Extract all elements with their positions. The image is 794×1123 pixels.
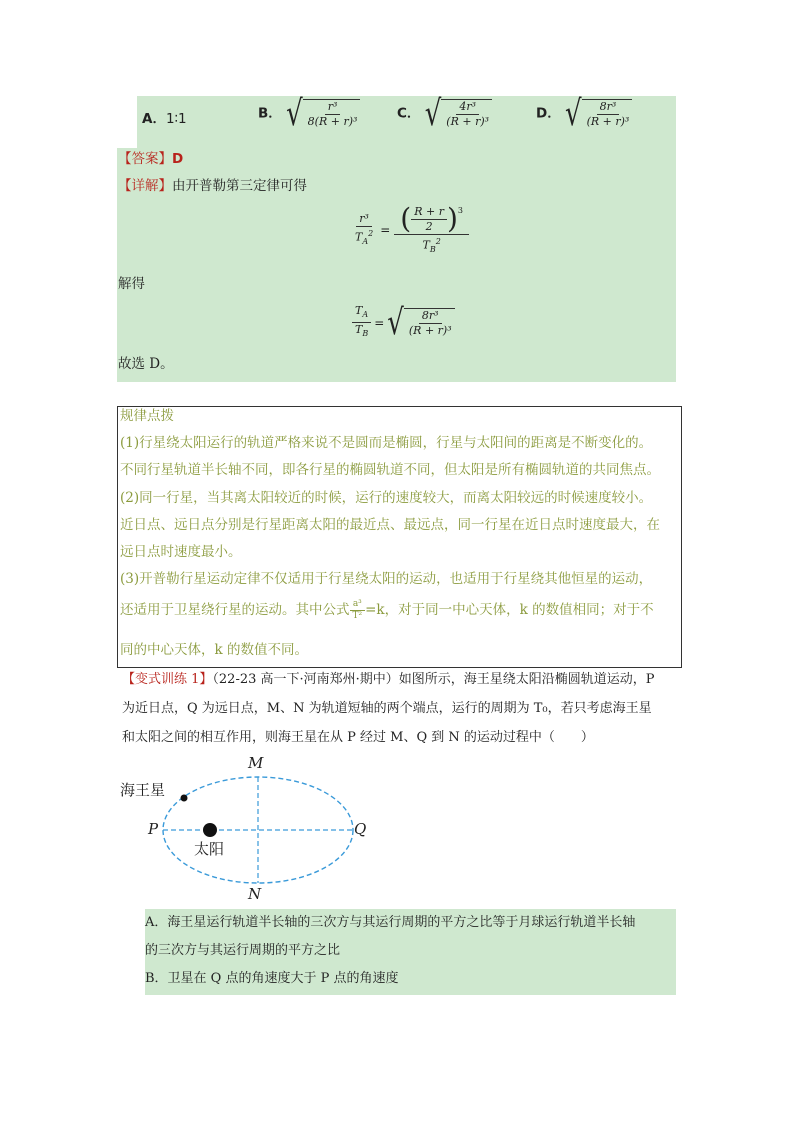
answer-line <box>118 146 183 172</box>
option-c-letter: C． <box>397 105 421 122</box>
planet-dot <box>181 795 188 802</box>
formula2-lhs-num-main: T <box>355 304 363 317</box>
formula2-sqrt: √ $\frac{\text{8r³}}{\text{(R + r)³}}$ <box>387 308 454 338</box>
detail-tag: 【详解】 <box>118 178 172 194</box>
formula2-lhs-den-main: T <box>355 323 363 337</box>
exercise-line1-text: （22-23 高一下·河南郑州·期中）如图所示，海王星绕太阳沿椭圆轨道运动，P <box>212 672 655 687</box>
formula1-lhs <box>352 212 376 249</box>
rules-p3b <box>120 597 654 624</box>
formula1-rhs-den-sub: B <box>429 244 436 254</box>
formula-period-ratio <box>352 304 455 341</box>
option-d-num: 8r³ <box>597 100 620 115</box>
option-a <box>142 106 187 132</box>
rules-p2c: 远日点时速度最小。 <box>120 544 242 560</box>
exercise-line3: 和太阳之间的相互作用，则海王星在从 P 经过 M、Q 到 N 的运动过程中（ ） <box>122 730 594 745</box>
label-p: P <box>148 820 159 838</box>
rules-p1a: (1)行星绕太阳运行的轨道严格来说不是圆而是椭圆，行星与太阳间的距离是不断变化的。 <box>120 435 653 451</box>
option-d-den: (R + r)³ <box>586 115 630 128</box>
formula2-rhs-den: (R + r)³ <box>408 323 452 337</box>
option-b-sqrt: √ $\frac{\text{r³}}{\text{8(R + r)³}}$ <box>286 99 360 129</box>
exercise-line1 <box>122 667 655 693</box>
option-b-num: r³ <box>325 100 341 115</box>
option-d <box>536 93 632 135</box>
rules-p3c: 同的中心天体，k 的数值不同。 <box>120 642 308 658</box>
formula1-rhs-den <box>419 235 443 257</box>
option-c-sqrt: √ $\frac{\text{4r³}}{\text{(R + r)³}}$ <box>425 99 492 129</box>
kepler-formula-num: a³ <box>350 599 365 611</box>
option-c-num: 4r³ <box>456 100 479 115</box>
formula1-rhs-sup: 3 <box>457 206 464 215</box>
exercise-line2: 为近日点，Q 为远日点，M、N 为轨道短轴的两个端点，运行的周期为 T₀，若只考虑海王星 <box>122 701 652 716</box>
formula1-rhs-inner-den: 2 <box>425 219 433 233</box>
formula1-lhs-den-sup: 2 <box>368 229 374 238</box>
rules-p1b: 不同行星轨道半长轴不同，即各行星的椭圆轨道不同，但太阳是所有椭圆轨道的共同焦点。 <box>120 462 660 478</box>
choice-a-line2: 的三次方与其运行周期的平方之比 <box>145 943 341 958</box>
label-q: Q <box>354 820 367 838</box>
detail-text: 由开普勒第三定律可得 <box>172 178 307 194</box>
formula2-rhs-num: 8r³ <box>419 309 442 324</box>
formula1-rhs-den-main: T <box>422 238 430 252</box>
label-n: N <box>248 885 262 903</box>
rules-p3b-post: =k，对于同一中心天体，k 的数值相同；对于不 <box>365 602 654 618</box>
answer-value: D <box>172 151 184 167</box>
formula2-lhs <box>352 304 371 341</box>
option-d-sqrt: √ $\frac{\text{8r³}}{\text{(R + r)³}}$ <box>565 99 632 129</box>
formula-kepler-ratio <box>352 204 469 257</box>
option-a-value: 1∶1 <box>165 111 187 127</box>
formula1-lhs-num: r³ <box>356 212 372 227</box>
formula1-lhs-den <box>352 227 376 249</box>
formula1-lhs-den-sub: A <box>362 236 369 246</box>
formula1-rhs-inner-num: R + r <box>411 205 447 220</box>
option-b-letter: B． <box>258 105 282 122</box>
option-b-den: 8(R + r)³ <box>307 115 358 128</box>
kepler-formula-den: T² <box>352 611 363 621</box>
label-planet: 海王星 <box>120 781 166 799</box>
option-a-letter: A． <box>142 111 166 127</box>
orbit-figure <box>118 754 370 904</box>
formula1-rhs-den-sup: 2 <box>435 237 441 246</box>
formula1-eq: = <box>380 223 391 238</box>
formula2-lhs-num <box>352 304 371 323</box>
formula1-rhs: ( $\frac{R + r}{2}$ ) $^3$ $T_B^2$ <box>394 204 469 257</box>
label-m: M <box>248 754 264 772</box>
formula1-lhs-den-main: T <box>355 230 363 244</box>
solve-label: 解得 <box>118 276 145 292</box>
formula2-lhs-num-sub: A <box>362 310 369 320</box>
formula2-lhs-den <box>352 323 371 341</box>
exercise-tag: 【变式训练 1】 <box>122 672 213 687</box>
label-sun: 太阳 <box>194 840 225 858</box>
detail-line <box>118 173 307 199</box>
rules-p3b-pre: 还适用于卫星绕行星的运动。其中公式 <box>120 602 350 618</box>
sun-dot <box>203 823 217 837</box>
choice-a-line1: A．海王星运行轨道半长轴的三次方与其运行周期的平方之比等于月球运行轨道半长轴 <box>145 915 636 930</box>
option-d-letter: D． <box>536 105 561 122</box>
option-c <box>397 93 492 135</box>
conclusion: 故选 D。 <box>118 356 174 372</box>
option-b <box>258 93 360 135</box>
choice-b: B．卫星在 Q 点的角速度大于 P 点的角速度 <box>145 971 399 986</box>
formula2-lhs-den-sub: B <box>362 329 369 339</box>
kepler-formula <box>350 599 366 622</box>
rules-p3a: (3)开普勒行星运动定律不仅适用于行星绕太阳的运动，也适用于行星绕其他恒星的运动， <box>120 571 653 587</box>
answer-tag: 【答案】 <box>118 151 172 167</box>
formula2-eq: = <box>374 315 385 330</box>
rules-title: 规律点拨 <box>120 408 174 424</box>
option-c-den: (R + r)³ <box>446 115 490 128</box>
rules-p2a: (2)同一行星，当其离太阳较近的时候，运行的速度较大，而离太阳较远的时候速度较小。 <box>120 490 653 506</box>
rules-p2b: 近日点、远日点分别是行星距离太阳的最近点、最远点，同一行星在近日点时速度最大，在 <box>120 517 660 533</box>
